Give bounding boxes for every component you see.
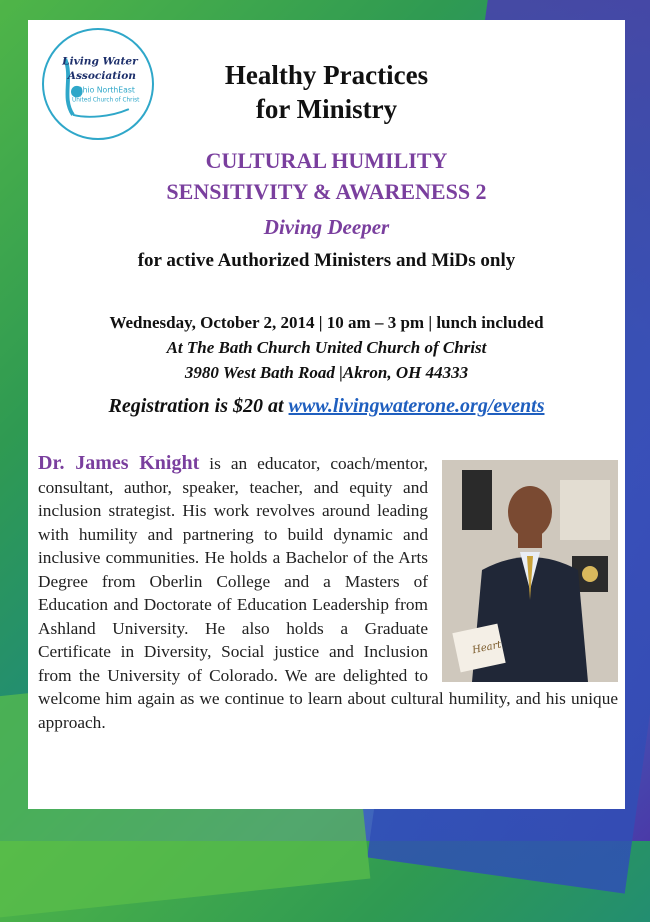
speaker-bio: [38, 452, 618, 734]
event-tagline: Diving Deeper: [263, 215, 390, 239]
page-title: [28, 55, 625, 126]
logo-line1: Living Water: [62, 55, 138, 68]
flyer-page: [28, 20, 625, 809]
event-details: [28, 310, 625, 385]
event-date-line: Wednesday, October 2, 2014 | 10 am – 3 pm | lunch included: [109, 313, 544, 332]
event-venue: At The Bath Church United Church of Christ: [166, 338, 487, 357]
photo-card-text: Heart: [471, 639, 503, 657]
logo-line3: Ohio NorthEast: [76, 85, 135, 95]
logo-line4: United Church of Christ: [72, 97, 140, 104]
title-line1: Healthy Practices: [224, 60, 429, 90]
logo-line2: Association: [67, 70, 136, 83]
speaker-bio-text: is an educator, coach/mentor, consultant, author, speaker, teacher, and equity and inclusion strategist. His work revolves around leading with humility and partnering to build dynamic and inclusive communities. He holds a Bachelor of the Arts Degree from Oberlin College and a Masters of Education and Doctorate of Education Leadership from Ashland University. He also holds a Graduate Certificate in Diversity, Social justice and Inclusion from the University of Colorado. We are delighted to welcome him again as we continue to learn about cultural humility, and his unique approach.: [38, 454, 618, 732]
speaker-photo: [442, 460, 618, 682]
audience-note: for active Authorized Ministers and MiDs only: [137, 250, 516, 271]
event-subtitle: [28, 145, 625, 207]
speaker-name: Dr. James Knight: [38, 452, 200, 474]
registration-text: Registration is $20 at: [108, 395, 289, 417]
registration-link[interactable]: www.livingwaterone.org/events: [288, 395, 545, 417]
title-line2: for Ministry: [255, 94, 398, 124]
registration-line: [28, 395, 625, 418]
subtitle-line2: SENSITIVITY & AWARENESS 2: [166, 179, 487, 204]
event-address: 3980 West Bath Road |Akron, OH 44333: [184, 363, 469, 382]
speaker-photo-image: [442, 460, 618, 682]
subtitle-line1: CULTURAL HUMILITY: [205, 148, 448, 173]
